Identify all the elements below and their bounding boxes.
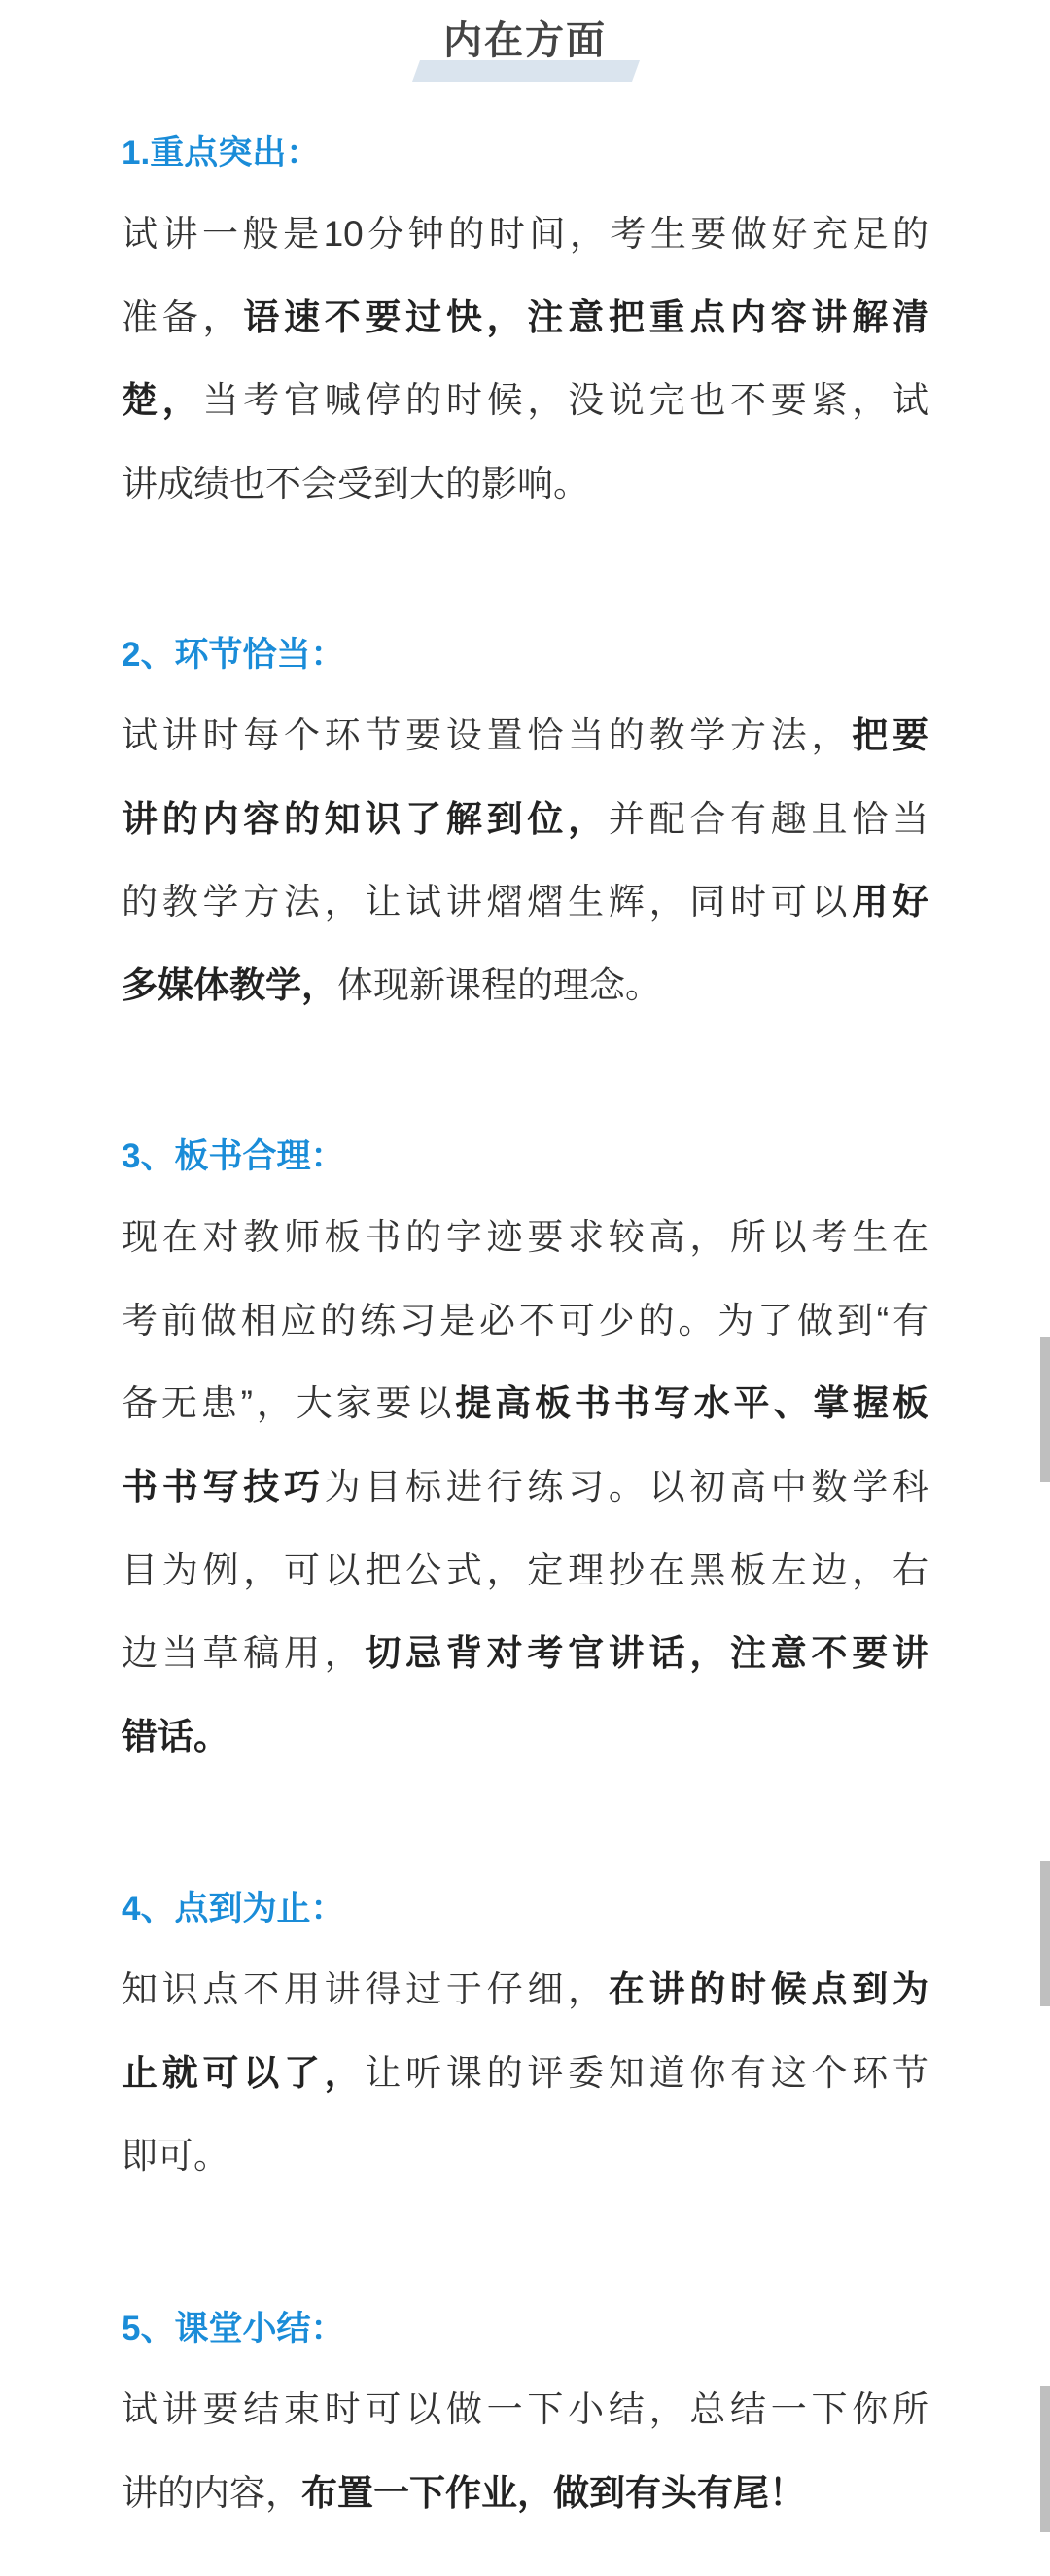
paragraph-line xyxy=(122,276,928,360)
paragraph-line xyxy=(122,1613,928,1696)
body-text: 目为例，可以把公式，定理抄在黑板左边，右 xyxy=(122,1549,928,1590)
section-heading: 4、点到为止： xyxy=(122,1890,345,1928)
paragraph-line xyxy=(122,1948,928,2032)
body-text: 准备， xyxy=(122,296,244,337)
emphasized-text: 把要 xyxy=(852,715,929,756)
section-paragraph xyxy=(122,1217,929,1821)
emphasized-text: 讲的内容的知识了解到位， xyxy=(122,798,609,839)
paragraph-line xyxy=(122,1529,928,1613)
section-heading: 2、环节恰当： xyxy=(122,636,345,674)
emphasized-text: 在讲的时候点到为 xyxy=(608,1969,929,2010)
section-title-banner xyxy=(0,12,1050,80)
body-text: 为目标进行练习。以初高中数学科 xyxy=(324,1467,929,1508)
emphasized-text: 书书写技巧 xyxy=(122,1467,325,1508)
scroll-indicator xyxy=(1040,1861,1050,2006)
body-text: 试讲一般是10分钟的时间，考生要做好充足的 xyxy=(122,214,928,255)
section-paragraph xyxy=(122,2389,928,2576)
paragraph-line xyxy=(122,861,928,945)
paragraph-line xyxy=(122,2115,928,2199)
paragraph-line xyxy=(122,1279,928,1363)
body-text: 体现新课程的理念。 xyxy=(337,965,661,1006)
body-text: 考前做相应的练习是必不可少的。为了做到“有 xyxy=(122,1300,928,1340)
body-text: 并配合有趣且恰当 xyxy=(608,798,929,839)
scroll-indicator xyxy=(1040,2386,1050,2532)
emphasized-text: 多媒体教学， xyxy=(122,965,337,1006)
paragraph-line xyxy=(122,2452,928,2535)
emphasized-text: 提高板书书写水平、掌握板 xyxy=(455,1383,929,1424)
emphasized-text: 用好 xyxy=(852,882,929,922)
emphasized-text: 错话。 xyxy=(122,1717,229,1758)
body-text: 讲的内容， xyxy=(122,2472,301,2513)
section-paragraph xyxy=(122,715,929,1069)
paragraph-line xyxy=(122,1445,928,1529)
body-text: 即可。 xyxy=(122,2136,229,2176)
body-text: 知识点不用讲得过于仔细， xyxy=(122,1969,609,2010)
body-text: 讲成绩也不会受到大的影响。 xyxy=(122,464,589,505)
section-heading: 3、板书合理： xyxy=(122,1137,345,1175)
body-text: 当考官喊停的时候，没说完也不要紧，试 xyxy=(202,380,929,421)
section-heading: 5、课堂小结： xyxy=(122,2310,345,2348)
emphasized-text: 止就可以了， xyxy=(122,2052,366,2093)
scroll-indicator xyxy=(1040,1337,1050,1482)
body-text: 现在对教师板书的字迹要求较高，所以考生在 xyxy=(122,1217,928,1258)
paragraph-line xyxy=(122,778,928,861)
paragraph-line xyxy=(122,1695,928,1779)
paragraph-line xyxy=(122,2032,928,2115)
body-text: 让听课的评委知道你有这个环节 xyxy=(365,2052,928,2093)
paragraph-line xyxy=(122,2368,928,2452)
body-text: 备无患”，大家要以 xyxy=(122,1383,456,1424)
section-heading: 1.重点突出： xyxy=(122,134,321,172)
paragraph-line xyxy=(122,1196,928,1279)
paragraph-line xyxy=(122,1363,928,1446)
body-text: 边当草稿用， xyxy=(122,1633,366,1674)
paragraph-line xyxy=(122,192,928,276)
emphasized-text: 语速不要过快，注意把重点内容讲解清 xyxy=(243,296,929,337)
body-text: 的教学方法，让试讲熠熠生辉，同时可以 xyxy=(122,882,853,922)
section-paragraph xyxy=(122,1969,929,2240)
emphasized-text: 布置一下作业，做到有头有尾！ xyxy=(301,2472,805,2513)
emphasized-text: 楚， xyxy=(122,380,203,421)
section-paragraph xyxy=(122,214,929,568)
body-text: 试讲要结束时可以做一下小结，总结一下你所 xyxy=(122,2389,928,2430)
page-title: 内在方面 xyxy=(443,19,607,62)
emphasized-text: 切忌背对考官讲话，注意不要讲 xyxy=(365,1633,928,1674)
paragraph-line xyxy=(122,360,928,443)
body-text: 试讲时每个环节要设置恰当的教学方法， xyxy=(122,715,853,756)
paragraph-line xyxy=(122,442,928,526)
paragraph-line xyxy=(122,944,928,1027)
paragraph-line xyxy=(122,694,928,778)
